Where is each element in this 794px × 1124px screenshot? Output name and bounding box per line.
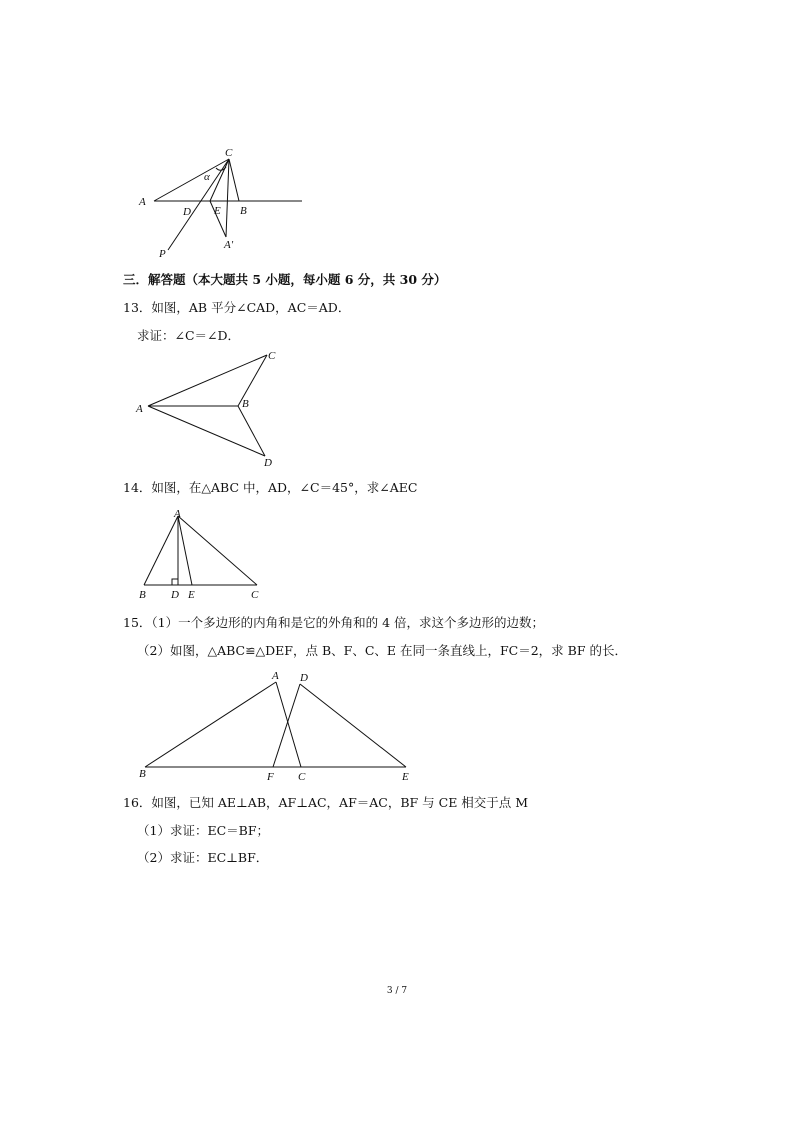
label-d: D — [183, 206, 191, 218]
label-d: D — [264, 457, 272, 469]
segment-a-b — [144, 516, 178, 585]
problem-13-diagram — [134, 346, 284, 471]
problem-13-statement: 13．如图，AB 平分∠CAD，AC＝AD． — [123, 300, 351, 315]
problem-16-part1: （1）求证：EC＝BF； — [137, 823, 270, 838]
right-angle-mark — [172, 579, 178, 585]
page-number: 3 / 7 — [386, 986, 408, 996]
figure-top-diagram — [130, 140, 320, 260]
label-e: E — [214, 205, 221, 217]
label-c: C — [268, 350, 276, 362]
label-p: P — [159, 248, 166, 260]
segment-b-a — [145, 682, 276, 767]
problem-16-part2: （2）求证：EC⊥BF． — [137, 850, 269, 865]
label-d: D — [300, 672, 308, 684]
problem-14-diagram — [134, 506, 274, 602]
label-a-prime: A′ — [224, 239, 234, 251]
segment-a-c — [154, 159, 229, 201]
label-d: D — [171, 589, 179, 601]
label-a: A — [272, 670, 279, 682]
label-b: B — [242, 398, 249, 410]
label-b: B — [139, 768, 146, 780]
problem-13-prove: 求证：∠C＝∠D． — [137, 328, 241, 343]
label-b: B — [139, 589, 146, 601]
label-alpha: α — [204, 171, 210, 183]
label-c: C — [298, 771, 306, 783]
label-f: F — [267, 771, 274, 783]
segment-c-aprime — [226, 159, 229, 237]
problem-15-part2: （2）如图，△ABC≌△DEF，点 B、F、C、E 在同一条直线上，FC＝2，求 BF 的长． — [137, 643, 627, 658]
segment-c-e — [210, 159, 229, 201]
segment-a-d — [148, 406, 265, 456]
segment-c-b — [229, 159, 239, 201]
label-a: A — [139, 196, 146, 208]
problem-15-diagram — [134, 662, 424, 787]
problem-14-statement: 14．如图，在△ABC 中，AD，∠C＝45°，求∠AEC — [123, 480, 418, 495]
label-a: A — [136, 403, 143, 415]
segment-b-d — [238, 406, 265, 456]
label-e: E — [188, 589, 195, 601]
segment-d-e — [300, 684, 406, 767]
label-c: C — [251, 589, 259, 601]
label-c: C — [225, 147, 233, 159]
label-e: E — [402, 771, 409, 783]
problem-16-statement: 16．如图，已知 AE⊥AB，AF⊥AC，AF＝AC，BF 与 CE 相交于点 M — [123, 795, 529, 810]
segment-f-d — [273, 684, 300, 767]
section-heading: 三．解答题（本大题共 5 小题，每小题 6 分，共 30 分） — [123, 272, 447, 287]
segment-a-c — [148, 355, 267, 406]
problem-15-part1: 15．（1）一个多边形的内角和是它的外角和的 4 倍，求这个多边形的边数； — [123, 615, 545, 630]
label-a: A — [174, 508, 181, 520]
label-b: B — [240, 205, 247, 217]
segment-a-c — [276, 682, 301, 767]
